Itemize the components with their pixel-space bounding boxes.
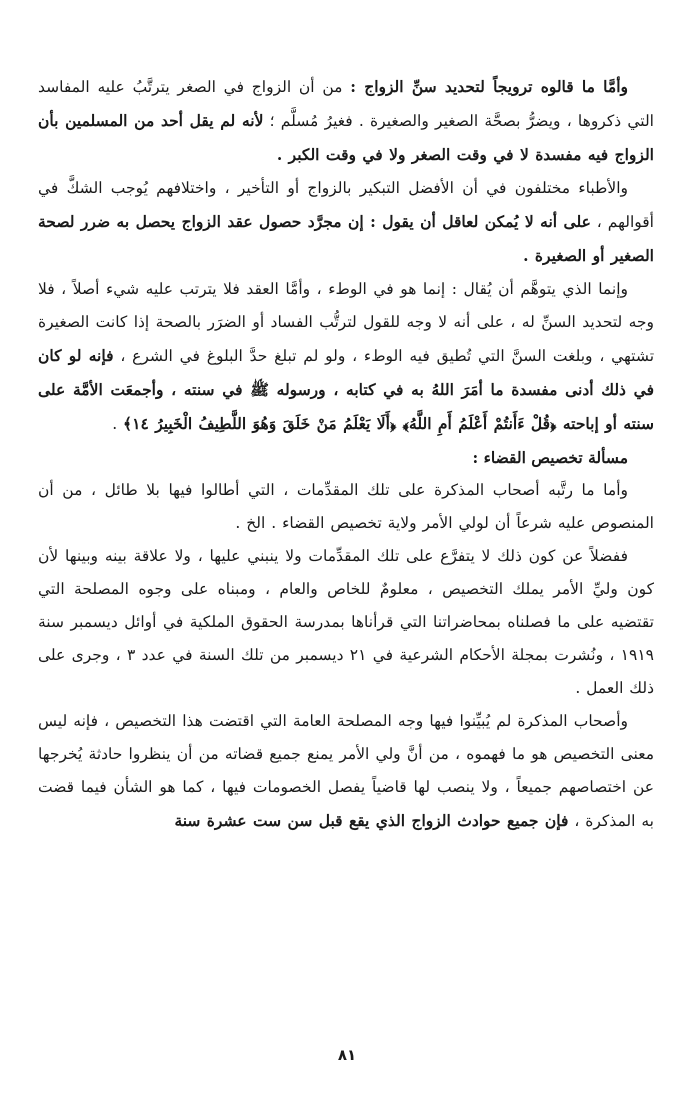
paragraph-6-text: وأصحاب المذكرة لم يُبيِّنوا فيها وجه المصلحة العامة التي اقتضت هذا التخصيص ، فإنه ليس معنى التخصيص هو ما فهموه ، من أنَّ ولي الأمر يمنع جميع قضاته من أن ينظروا حادثة يُخرجها عن اختصاصهم جميعاً ، ولا ينصب لها قاضياً يفصل الخصومات فيها ، كما هو الشأن فيما قضت به المذكرة ، xyxy=(38,712,654,830)
paragraph-5-text: ففضلاً عن كون ذلك لا يتفرَّع على تلك المقدِّمات ولا ينبني عليها ، ولا علاقة بينه وبينها لأن كون وليِّ الأمر يملك التخصيص ، معلومٌ للخاص والعام ، ومبناه على وجوه المصلحة التي تقتضيه على ما فصلناه بمحاضراتنا التي قرأناها بمدرسة الحقوق الملكية في أوائل ديسمبر سنة ١٩١٩ ، ونُشرت بمجلة الأحكام الشرعية في ٢١ ديسمبر من تلك السنة في عدد ٣ ، وجرى على ذلك العمل . xyxy=(38,547,654,697)
paragraph-6 xyxy=(38,705,654,838)
paragraph-1-text: من أن الزواج في الصغر يترتَّبُ عليه المفاسد التي ذكروها ، ويضرُّ بصحَّة الصغير والصغيرة . فغيرُ مُسلَّم ؛ xyxy=(38,78,654,130)
section-heading: مسألة تخصيص القضاء : xyxy=(472,448,628,467)
page-body xyxy=(38,70,654,838)
paragraph-2-text: والأطباء مختلفون في أن الأفضل التبكير بالزواج أو التأخير ، واختلافهم يُوجب الشكَّ في أقوالهم ، xyxy=(38,179,654,231)
paragraph-1-bold: لأنه لم يقل أحد من المسلمين بأن الزواج فيه مفسدة لا في وقت الصغر ولا في وقت الكبر . xyxy=(38,111,654,164)
paragraph-3-end: . xyxy=(112,415,124,433)
paragraph-6-bold: فإن جميع حوادث الزواج الذي يقع قبل سن ست عشرة سنة xyxy=(174,811,569,830)
paragraph-1-lead: وأمَّا ما قالوه ترويجاً لتحديد سنِّ الزواج : xyxy=(350,77,628,96)
page-number: ٨١ xyxy=(337,1046,357,1064)
quran-verse-1: ﴿قُلْ ءَأَنتُمْ أَعْلَمُ أَمِ اللَّهُ﴾ xyxy=(396,414,563,433)
paragraph-1 xyxy=(38,70,654,172)
paragraph-4 xyxy=(38,474,654,540)
paragraph-2 xyxy=(38,172,654,273)
paragraph-4-text: وأما ما رتَّبه أصحاب المذكرة على تلك المقدِّمات ، التي أطالوا فيها بلا طائل ، من أن المنصوص عليه شرعاً أن لولي الأمر ولاية تخصيص القضاء . الخ . xyxy=(38,481,654,532)
paragraph-3-text: وإنما الذي يتوهَّم أن يُقال : إنما هو في الوطء ، وأمَّا العقد فلا يترتب عليه شيء أصلاً ، فلا وجه لتحديد السنِّ له ، على أنه لا وجه للقول لترتُّب الفساد أو الضرَر بالصحة إذا كانت الصغيرة تشتهي ، وبلغت السنَّ التي تُطيق فيه الوطء ، ولو لم تبلغ حدَّ البلوغ في الشرع ، xyxy=(38,280,655,365)
paragraph-5 xyxy=(38,540,654,705)
paragraph-3 xyxy=(38,273,654,441)
paragraph-2-bold: على أنه لا يُمكن لعاقل أن يقول : إن مجرَّد حصول عقد الزواج يحصل به ضرر لصحة الصغير أو الصغيرة . xyxy=(38,212,654,265)
paragraph-3-bold: فإنه لو كان في ذلك أدنى مفسدة ما أمَرَ اللهُ به في كتابه ، ورسوله ﷺ في سنته ، وأجمعَت الأمَّة على سنته أو إباحته xyxy=(38,346,654,433)
quran-verse-2: ﴿أَلَا يَعْلَمُ مَنْ خَلَقَ وَهُوَ اللَّطِيفُ الْخَبِيرُ ١٤﴾ xyxy=(123,414,397,433)
